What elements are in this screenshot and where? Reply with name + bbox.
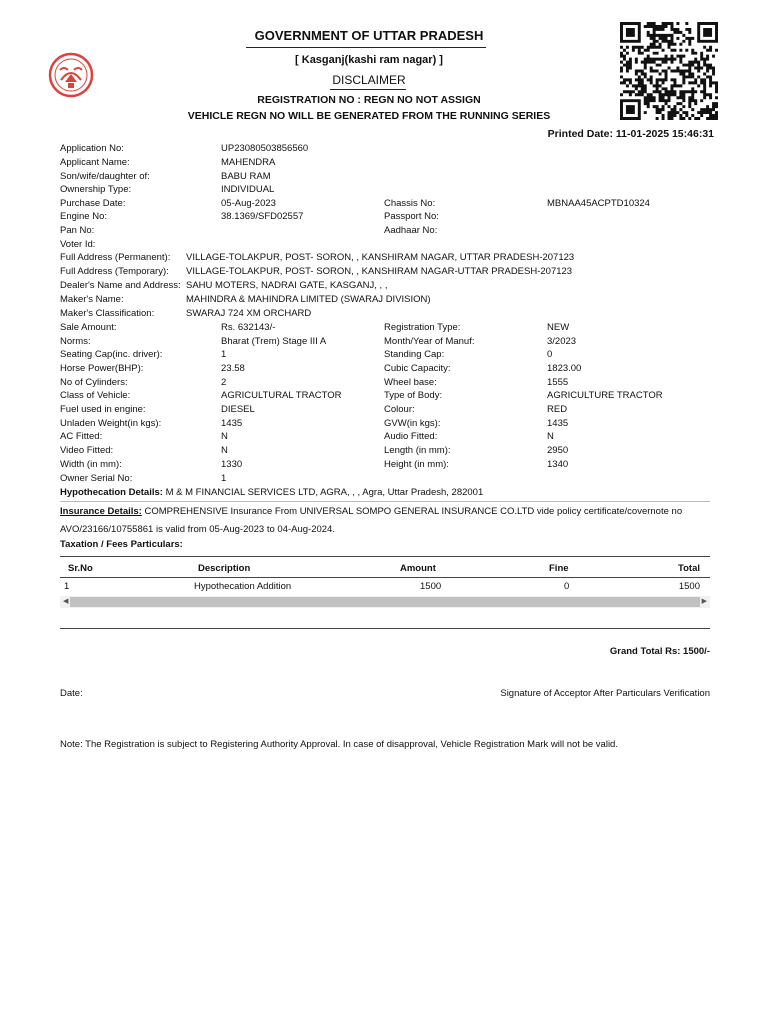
insurance-details (60, 506, 682, 518)
application-no-value: UP23080503856560 (221, 143, 309, 154)
insurance-label: Insurance Details: (60, 506, 142, 517)
row1-total: 1500 (678, 581, 700, 592)
height-value: 1340 (547, 459, 569, 470)
sale-amount-value: Rs. 632143/- (221, 322, 276, 333)
row1-fine: 0 (564, 581, 570, 592)
signature-text: Signature of Acceptor After Particulars Verification (500, 688, 710, 699)
month-year-manuf-label: Month/Year of Manuf: (384, 336, 475, 347)
title-underline (246, 47, 486, 48)
fuel-value: DIESEL (221, 404, 255, 415)
seating-cap-label: Seating Cap(inc. driver): (60, 349, 163, 360)
applicant-name-label: Applicant Name: (60, 157, 130, 168)
date-label: Date: (60, 688, 83, 699)
registration-type-value: NEW (547, 322, 570, 333)
horse-power-label: Horse Power(BHP): (60, 363, 144, 374)
grand-total: Grand Total Rs: 1500/- (609, 646, 710, 657)
class-of-vehicle-label: Class of Vehicle: (60, 390, 131, 401)
audio-fitted-label: Audio Fitted: (384, 431, 438, 442)
scrollbar-thumb[interactable] (70, 597, 700, 607)
relation-value: BABU RAM (221, 171, 271, 182)
disclaimer-underline (330, 89, 406, 90)
hypothecation-details (60, 487, 483, 499)
column-header-total: Total (678, 563, 700, 574)
class-of-vehicle-value: AGRICULTURAL TRACTOR (221, 390, 342, 401)
voter-id-label: Voter Id: (60, 239, 96, 250)
ac-fitted-label: AC Fitted: (60, 431, 103, 442)
ownership-type-label: Ownership Type: (60, 184, 132, 195)
wheel-base-label: Wheel base: (384, 377, 437, 388)
maker-classification-label: Maker's Classification: (60, 308, 155, 319)
scroll-left-icon[interactable]: ◀ (63, 598, 69, 605)
pan-no-label: Pan No: (60, 225, 95, 236)
maker-name-value: MAHINDRA & MAHINDRA LIMITED (SWARAJ DIVISION) (186, 294, 431, 305)
cubic-capacity-value: 1823.00 (547, 363, 582, 374)
aadhaar-no-label: Aadhaar No: (384, 225, 438, 236)
dealer-value: SAHU MOTERS, NADRAI GATE, KASGANJ, , , (186, 280, 388, 291)
ownership-type-value: INDIVIDUAL (221, 184, 275, 195)
width-label: Width (in mm): (60, 459, 122, 470)
length-value: 2950 (547, 445, 569, 456)
relation-label: Son/wife/daughter of: (60, 171, 150, 182)
owner-serial-label: Owner Serial No: (60, 473, 133, 484)
passport-no-label: Passport No: (384, 211, 439, 222)
colour-label: Colour: (384, 404, 415, 415)
address-temporary-value: VILLAGE-TOLAKPUR, POST- SORON, , KANSHIRAM NAGAR-UTTAR PRADESH-207123 (186, 266, 573, 277)
registration-number: REGISTRATION NO : REGN NO NOT ASSIGN (257, 94, 481, 106)
insurance-line1: COMPREHENSIVE Insurance From UNIVERSAL SOMPO GENERAL INSURANCE CO.LTD vide policy certificate/covernote no (144, 506, 683, 517)
length-label: Length (in mm): (384, 445, 451, 456)
qr-code-icon (620, 22, 718, 120)
hypothecation-label: Hypothecation Details: (60, 487, 163, 498)
chassis-no-value: MBNAA45ACPTD10324 (547, 198, 650, 209)
cylinders-label: No of Cylinders: (60, 377, 128, 388)
district-name: [ Kasganj(kashi ram nagar) ] (295, 54, 443, 66)
registration-type-label: Registration Type: (384, 322, 461, 333)
ac-fitted-value: N (221, 431, 228, 442)
seating-cap-value: 1 (221, 349, 227, 360)
scroll-right-icon[interactable]: ▶ (701, 598, 707, 605)
table-horizontal-scrollbar[interactable] (60, 596, 710, 608)
gvw-label: GVW(in kgs): (384, 418, 441, 429)
cylinders-value: 2 (221, 377, 227, 388)
purchase-date-label: Purchase Date: (60, 198, 126, 209)
sale-amount-label: Sale Amount: (60, 322, 117, 333)
table-header-rule (60, 577, 710, 578)
standing-cap-value: 0 (547, 349, 553, 360)
maker-name-label: Maker's Name: (60, 294, 124, 305)
fuel-label: Fuel used in engine: (60, 404, 146, 415)
audio-fitted-value: N (547, 431, 554, 442)
address-permanent-value: VILLAGE-TOLAKPUR, POST- SORON, , KANSHIRAM NAGAR, UTTAR PRADESH-207123 (186, 252, 575, 263)
owner-serial-value: 1 (221, 473, 227, 484)
width-value: 1330 (221, 459, 243, 470)
type-of-body-label: Type of Body: (384, 390, 443, 401)
column-header-description: Description (198, 563, 251, 574)
type-of-body-value: AGRICULTURE TRACTOR (547, 390, 663, 401)
video-fitted-label: Video Fitted: (60, 445, 114, 456)
horse-power-value: 23.58 (221, 363, 245, 374)
row1-amount: 1500 (420, 581, 442, 592)
norms-value: Bharat (Trem) Stage III A (221, 336, 327, 347)
purchase-date-value: 05-Aug-2023 (221, 198, 276, 209)
engine-no-value: 38.1369/SFD02557 (221, 211, 304, 222)
hypothecation-value: M & M FINANCIAL SERVICES LTD, AGRA, , , Agra, Uttar Pradesh, 282001 (165, 487, 484, 498)
row1-description: Hypothecation Addition (194, 581, 292, 592)
standing-cap-label: Standing Cap: (384, 349, 445, 360)
table-bottom-rule (60, 628, 710, 629)
printed-date: Printed Date: 11-01-2025 15:46:31 (547, 128, 714, 140)
applicant-name-value: MAHENDRA (221, 157, 276, 168)
maker-classification-value: SWARAJ 724 XM ORCHARD (186, 308, 312, 319)
disclaimer-title: DISCLAIMER (332, 73, 406, 87)
column-header-amount: Amount (400, 563, 436, 574)
video-fitted-value: N (221, 445, 228, 456)
colour-value: RED (547, 404, 568, 415)
registration-note: Note: The Registration is subject to Registering Authority Approval. In case of disapproval, Vehicle Registration Mark will not be valid. (60, 739, 618, 750)
series-note: VEHICLE REGN NO WILL BE GENERATED FROM THE RUNNING SERIES (187, 110, 551, 122)
wheel-base-value: 1555 (547, 377, 569, 388)
address-temporary-label: Full Address (Temporary): (60, 266, 169, 277)
column-header-srno: Sr.No (68, 563, 93, 574)
address-permanent-label: Full Address (Permanent): (60, 252, 171, 263)
table-top-rule (60, 556, 710, 557)
divider (60, 501, 710, 502)
engine-no-label: Engine No: (60, 211, 108, 222)
taxation-title: Taxation / Fees Particulars: (60, 539, 183, 550)
gvw-value: 1435 (547, 418, 569, 429)
column-header-fine: Fine (549, 563, 569, 574)
month-year-manuf-value: 3/2023 (547, 336, 577, 347)
application-no-label: Application No: (60, 143, 124, 154)
dealer-label: Dealer's Name and Address: (60, 280, 181, 291)
unladen-weight-value: 1435 (221, 418, 243, 429)
cubic-capacity-label: Cubic Capacity: (384, 363, 451, 374)
chassis-no-label: Chassis No: (384, 198, 436, 209)
height-label: Height (in mm): (384, 459, 449, 470)
row1-srno: 1 (64, 581, 70, 592)
norms-label: Norms: (60, 336, 91, 347)
insurance-line2: AVO/23166/10755861 is valid from 05-Aug-2023 to 04-Aug-2024. (60, 524, 335, 535)
government-title: GOVERNMENT OF UTTAR PRADESH (254, 28, 484, 43)
unladen-weight-label: Unladen Weight(in kgs): (60, 418, 162, 429)
